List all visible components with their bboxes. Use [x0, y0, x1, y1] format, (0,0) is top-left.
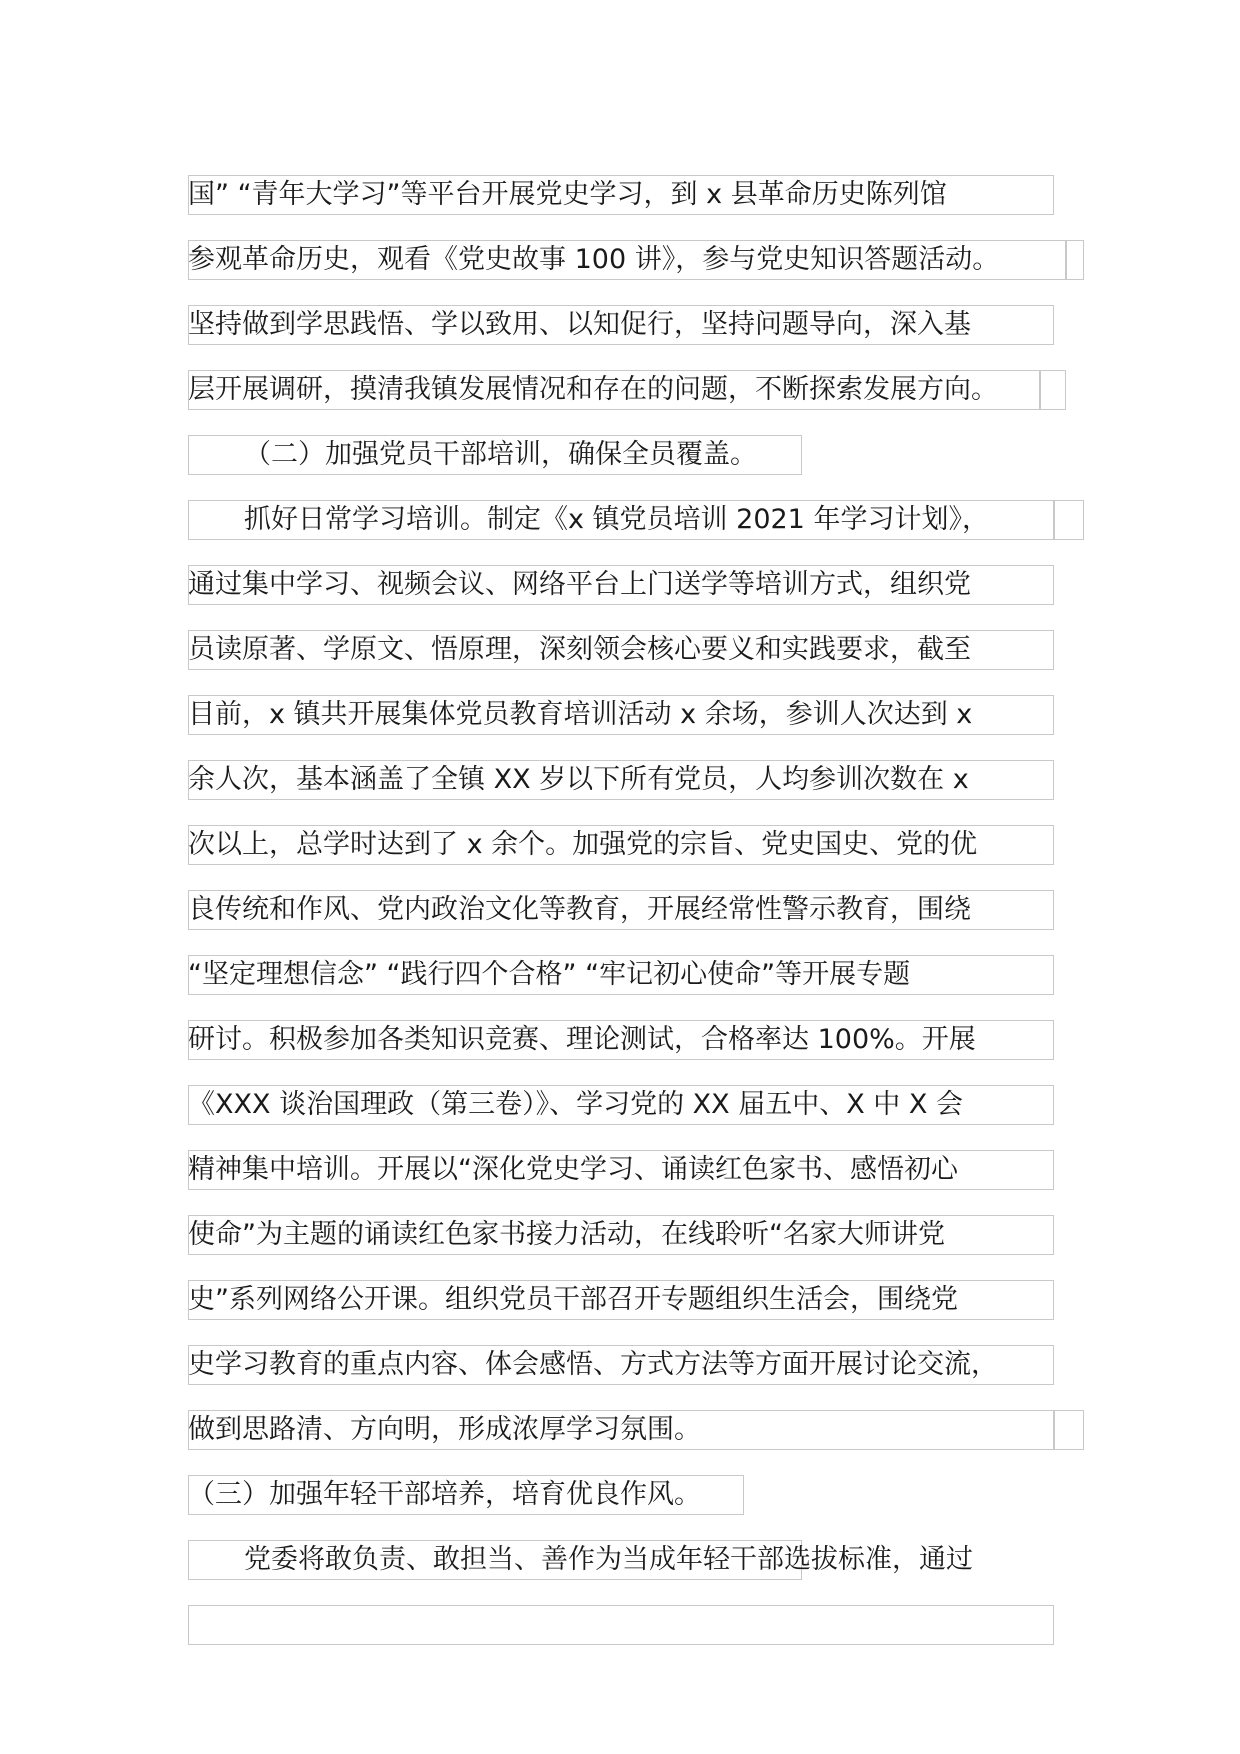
- line-box-tail: [1054, 1410, 1084, 1450]
- line-box-tail: [1066, 240, 1084, 280]
- text-line: （三）加强年轻干部培养，培育优良作风。: [188, 1479, 701, 1510]
- section-heading-2: （二）加强党员干部培训，确保全员覆盖。: [244, 439, 757, 470]
- section-heading-3: 党委将敢负责、敢担当、善作为当成年轻干部选拔标准，通过: [244, 1544, 973, 1575]
- text-line: 坚持做到学思践悟、学以致用、以知促行，坚持问题导向，深入基: [188, 309, 971, 340]
- text-line: 精神集中培训。开展以“深化党史学习、诵读红色家书、感悟初心: [188, 1154, 958, 1185]
- text-line: 通过集中学习、视频会议、网络平台上门送学等培训方式，组织党: [188, 569, 971, 600]
- text-line: 《XXX 谈治国理政（第三卷）》、学习党的 XX 届五中、X 中 X 会: [188, 1089, 963, 1120]
- text-line: 目前，x 镇共开展集体党员教育培训活动 x 余场，参训人次达到 x: [188, 699, 973, 730]
- line-box: [188, 1605, 1054, 1645]
- text-line: 层开展调研，摸清我镇发展情况和存在的问题，不断探索发展方向。: [188, 374, 998, 405]
- text-line: “坚定理想信念” “践行四个合格” “牢记初心使命”等开展专题: [188, 959, 911, 990]
- text-line: 次以上，总学时达到了 x 余个。加强党的宗旨、党史国史、党的优: [188, 829, 978, 860]
- text-line: 员读原著、学原文、悟原理，深刻领会核心要义和实践要求，截至: [188, 634, 971, 665]
- text-line: 余人次，基本涵盖了全镇 XX 岁以下所有党员，人均参训次数在 x: [188, 764, 969, 795]
- text-line: 使命”为主题的诵读红色家书接力活动，在线聆听“名家大师讲党: [188, 1219, 945, 1250]
- text-line: 史”系列网络公开课。组织党员干部召开专题组织生活会，围绕党: [188, 1284, 958, 1315]
- paragraph-start: 抓好日常学习培训。制定《x 镇党员培训 2021 年学习计划》，: [244, 504, 989, 535]
- text-line: 做到思路清、方向明，形成浓厚学习氛围。: [188, 1414, 701, 1445]
- line-box-tail: [1040, 370, 1066, 410]
- line-box-tail: [1054, 500, 1084, 540]
- text-line: 参观革命历史，观看《党史故事 100 讲》，参与党史知识答题活动。: [188, 244, 1000, 275]
- text-line: 良传统和作风、党内政治文化等教育，开展经常性警示教育，围绕: [188, 894, 971, 925]
- text-line: 国” “青年大学习”等平台开展党史学习，到 x 县革命历史陈列馆: [188, 179, 947, 210]
- text-line: 史学习教育的重点内容、体会感悟、方式方法等方面开展讨论交流，: [188, 1349, 998, 1380]
- text-line: 研讨。积极参加各类知识竞赛、理论测试，合格率达 100%。开展: [188, 1024, 976, 1055]
